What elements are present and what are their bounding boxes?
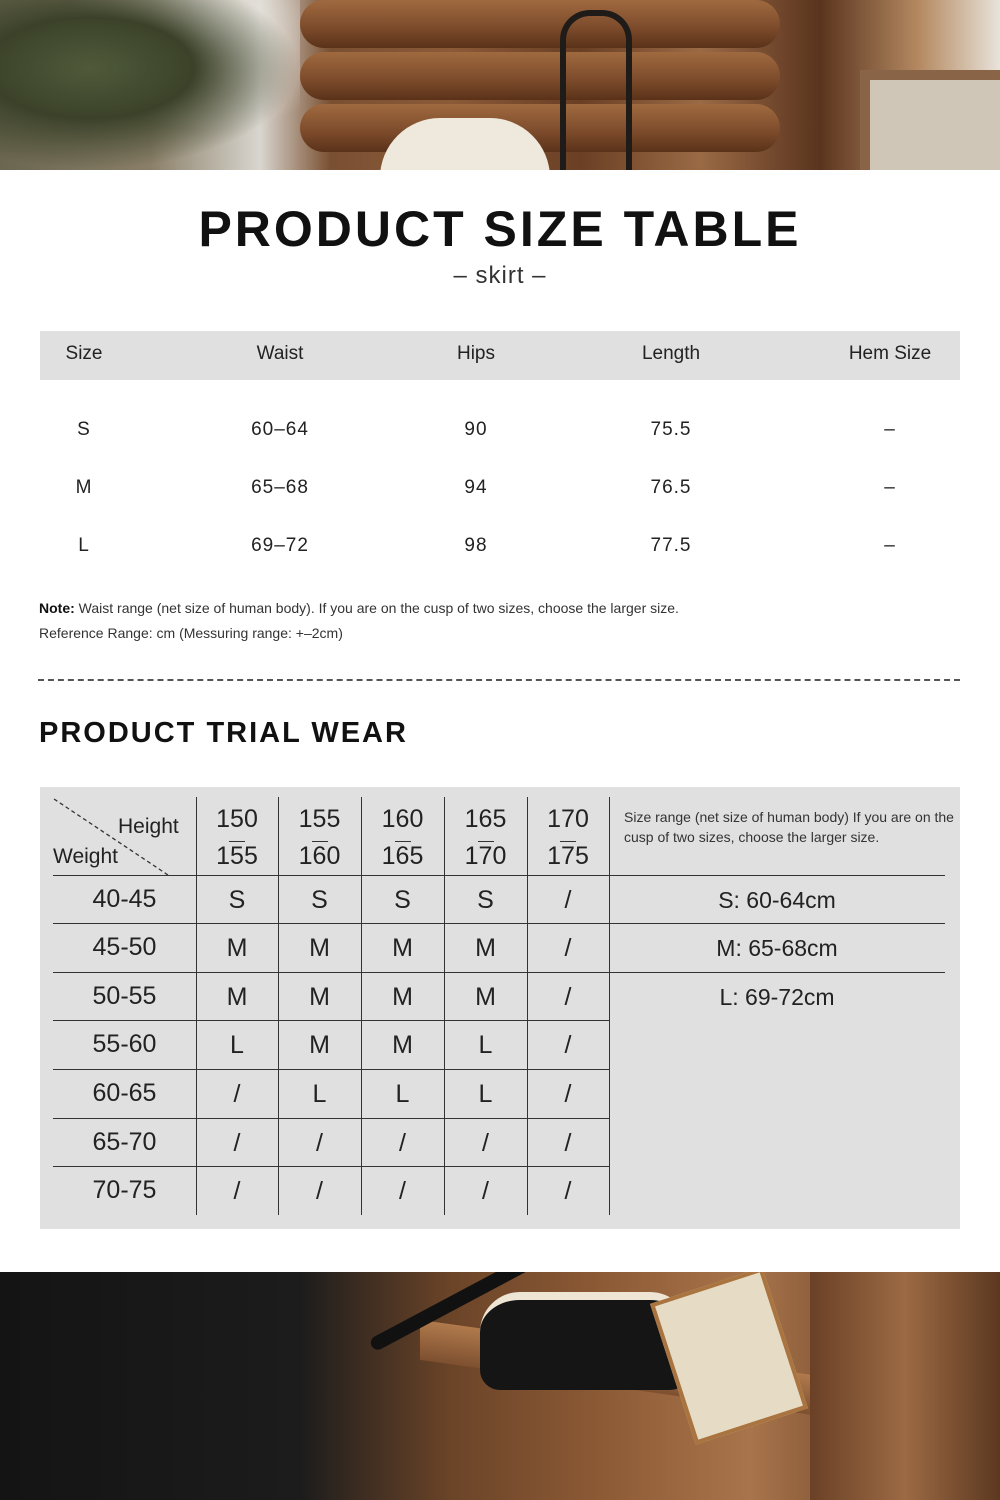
size-cell: 90: [464, 419, 488, 440]
recommended-size: /: [564, 1031, 572, 1059]
grid-horizontal-line: [53, 875, 945, 876]
recommended-size: /: [316, 1129, 323, 1157]
recommended-size: /: [564, 983, 572, 1011]
waist-range: M: 65-68cm: [716, 935, 838, 961]
wooden-post: [810, 1272, 1000, 1500]
recommended-size: /: [316, 1177, 323, 1205]
reference-range: Reference Range: cm (Messuring range: +–2cm): [39, 625, 343, 641]
recommended-size: M: [309, 1031, 330, 1059]
recommended-size: S: [394, 886, 411, 914]
size-cell: –: [884, 535, 896, 556]
grid-vertical-line: [527, 797, 528, 1215]
page-subtitle: – skirt –: [453, 262, 547, 289]
recommended-size: /: [564, 1129, 572, 1157]
size-cell: S: [77, 419, 91, 440]
trial-table: [40, 787, 960, 1229]
size-cell: L: [78, 535, 90, 556]
waist-range: S: 60-64cm: [718, 887, 836, 913]
recommended-size: /: [564, 886, 572, 914]
note-label: Note:: [39, 600, 75, 616]
recommended-size: L: [395, 1080, 410, 1108]
grid-horizontal-line: [53, 923, 945, 924]
height-range-top: 170: [547, 805, 589, 833]
grid-horizontal-line: [53, 1020, 609, 1021]
size-cell: 60–64: [251, 419, 309, 440]
recommended-size: L: [478, 1031, 493, 1059]
grid-horizontal-line: [53, 972, 945, 973]
recommended-size: M: [392, 983, 413, 1011]
weight-range: 50-55: [92, 982, 157, 1010]
size-cell: 69–72: [251, 535, 309, 556]
corner-height-label: Height: [118, 815, 179, 838]
log: [300, 0, 780, 48]
book: [650, 1272, 808, 1445]
height-range-top: 150: [216, 805, 258, 833]
grid-vertical-line: [361, 797, 362, 1215]
weight-range: 70-75: [92, 1176, 157, 1204]
recommended-size: M: [392, 934, 413, 962]
size-note: [39, 596, 679, 646]
recommended-size: M: [309, 934, 330, 962]
bottom-photo: [0, 1272, 1000, 1500]
weight-range: 65-70: [92, 1128, 157, 1156]
height-range-top: 165: [464, 805, 507, 833]
grid-horizontal-line: [53, 1069, 609, 1070]
column-header: Length: [641, 343, 701, 364]
size-cell: M: [75, 477, 93, 498]
grid-vertical-line: [278, 797, 279, 1215]
height-range-bottom: 165: [381, 842, 424, 870]
recommended-size: /: [564, 1177, 572, 1205]
recommended-size: M: [309, 983, 330, 1011]
recommended-size: /: [399, 1177, 406, 1205]
weight-range: 45-50: [92, 933, 157, 961]
trial-title: PRODUCT TRIAL WEAR: [39, 717, 408, 749]
recommended-size: /: [399, 1129, 406, 1157]
recommended-size: M: [475, 983, 496, 1011]
height-range-bottom: 160: [298, 842, 341, 870]
height-range-bottom: 175: [547, 842, 589, 870]
size-cell: 75.5: [650, 419, 692, 440]
page-title: PRODUCT SIZE TABLE: [198, 201, 802, 257]
column-header: Hips: [456, 343, 495, 364]
recommended-size: L: [230, 1031, 244, 1059]
column-header: Waist: [256, 343, 304, 364]
recommended-size: M: [226, 983, 248, 1011]
size-cell: –: [884, 477, 896, 498]
height-range-bottom: 170: [464, 842, 507, 870]
size-cell: 94: [464, 477, 488, 498]
recommended-size: M: [392, 1031, 413, 1059]
tree-foliage: [0, 0, 300, 170]
grid-vertical-line: [444, 797, 445, 1215]
size-cell: 65–68: [251, 477, 309, 498]
recommended-size: S: [228, 886, 246, 914]
height-range-top: 155: [298, 805, 341, 833]
weight-range: 60-65: [92, 1079, 157, 1107]
grid-vertical-line: [196, 797, 197, 1215]
size-cell: 76.5: [650, 477, 692, 498]
size-cell: –: [884, 419, 896, 440]
grid-horizontal-line: [53, 1166, 609, 1167]
recommended-size: S: [477, 886, 494, 914]
column-header: Hem Size: [848, 343, 932, 364]
recommended-size: S: [311, 886, 328, 914]
recommended-size: L: [312, 1080, 327, 1108]
size-cell: 77.5: [650, 535, 692, 556]
recommended-size: /: [233, 1177, 241, 1205]
height-range-top: 160: [381, 805, 424, 833]
top-photo: [0, 0, 1000, 170]
column-header: Size: [65, 343, 103, 364]
weight-range: 40-45: [92, 885, 157, 913]
lamp: [560, 10, 632, 170]
note-text: Waist range (net size of human body). If you are on the cusp of two sizes, choose the larger size.: [74, 600, 679, 616]
recommended-size: /: [564, 1080, 572, 1108]
recommended-size: M: [226, 934, 248, 962]
size-cell: 98: [464, 535, 488, 556]
recommended-size: /: [482, 1129, 489, 1157]
corner-weight-label: Weight: [53, 845, 118, 868]
recommended-size: /: [564, 934, 572, 962]
section-divider: [38, 679, 960, 681]
recommended-size: /: [482, 1177, 489, 1205]
grid-vertical-line: [609, 797, 610, 1215]
recommended-size: L: [478, 1080, 493, 1108]
recommended-size: /: [233, 1080, 241, 1108]
grid-horizontal-line: [53, 1118, 609, 1119]
cabin-window: [860, 70, 1000, 170]
height-range-bottom: 155: [216, 842, 258, 870]
weight-range: 55-60: [92, 1030, 157, 1058]
size-range-note: Size range (net size of human body) If you are on the cusp of two sizes, choose the larger size.: [624, 809, 954, 845]
log: [300, 52, 780, 100]
recommended-size: /: [233, 1129, 241, 1157]
recommended-size: M: [475, 934, 496, 962]
waist-range: L: 69-72cm: [719, 984, 835, 1010]
